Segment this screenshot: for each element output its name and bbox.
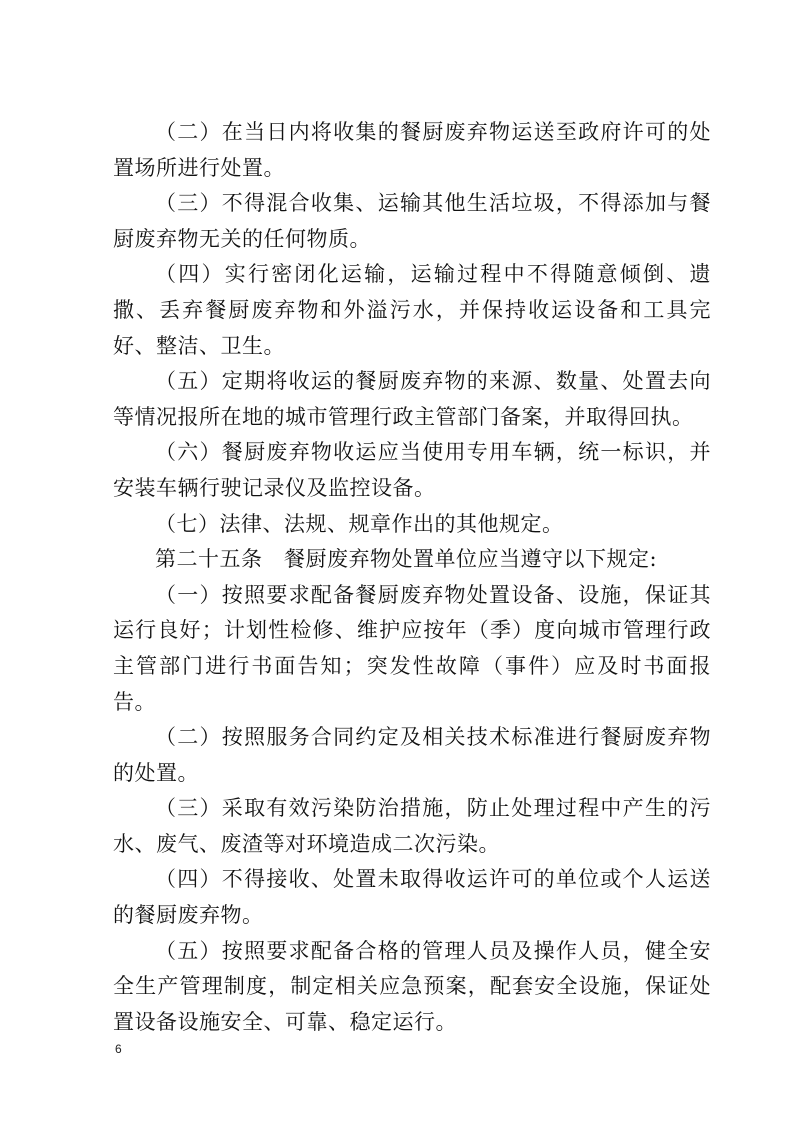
paragraph-item-2-disposal-site: （二）在当日内将收集的餐厨废弃物运送至政府许可的处置场所进行处置。 — [113, 120, 711, 180]
article-25-heading: 第二十五条 餐厨废弃物处置单位应当遵守以下规定: — [155, 547, 658, 572]
paragraph-item-5-record-filing: （五）定期将收运的餐厨废弃物的来源、数量、处置去向等情况报所在地的城市管理行政主管部门备案，并取得回执。 — [113, 369, 711, 429]
page-number: 6 — [115, 1042, 122, 1056]
paragraph-item-3-no-mixing: （三）不得混合收集、运输其他生活垃圾，不得添加与餐厨废弃物无关的任何物质。 — [113, 191, 711, 251]
paragraph-item-7-other-rules: （七）法律、法规、规章作出的其他规定。 — [155, 511, 564, 536]
paragraph-item-4-sealed-transport: （四）实行密闭化运输，运输过程中不得随意倾倒、遗撒、丢弃餐厨废弃物和外溢污水，并保持收运设备和工具完好、整洁、卫生。 — [113, 262, 711, 358]
paragraph-item-3-pollution-control: （三）采取有效污染防治措施，防止处理过程中产生的污水、废气、废渣等对环境造成二次污染。 — [113, 796, 711, 856]
paragraph-item-6-dedicated-vehicles: （六）餐厨废弃物收运应当使用专用车辆，统一标识，并安装车辆行驶记录仪及监控设备。 — [113, 440, 711, 500]
paragraph-item-5-safety-management: （五）按照要求配备合格的管理人员及操作人员，健全安全生产管理制度，制定相关应急预案，配套安全设施，保证处置设备设施安全、可靠、稳定运行。 — [113, 938, 711, 1034]
paragraph-item-4-no-unlicensed: （四）不得接收、处置未取得收运许可的单位或个人运送的餐厨废弃物。 — [113, 867, 711, 928]
paragraph-item-1-equipment: （一）按照要求配备餐厨废弃物处置设备、设施，保证其运行良好；计划性检修、维护应按年（季）度向城市管理行政主管部门进行书面告知；突发性故障（事件）应及时书面报告。 — [113, 582, 711, 714]
paragraph-item-2-contract-standards: （二）按照服务合同约定及相关技术标准进行餐厨废弃物的处置。 — [113, 725, 711, 785]
document-body — [113, 115, 711, 1040]
